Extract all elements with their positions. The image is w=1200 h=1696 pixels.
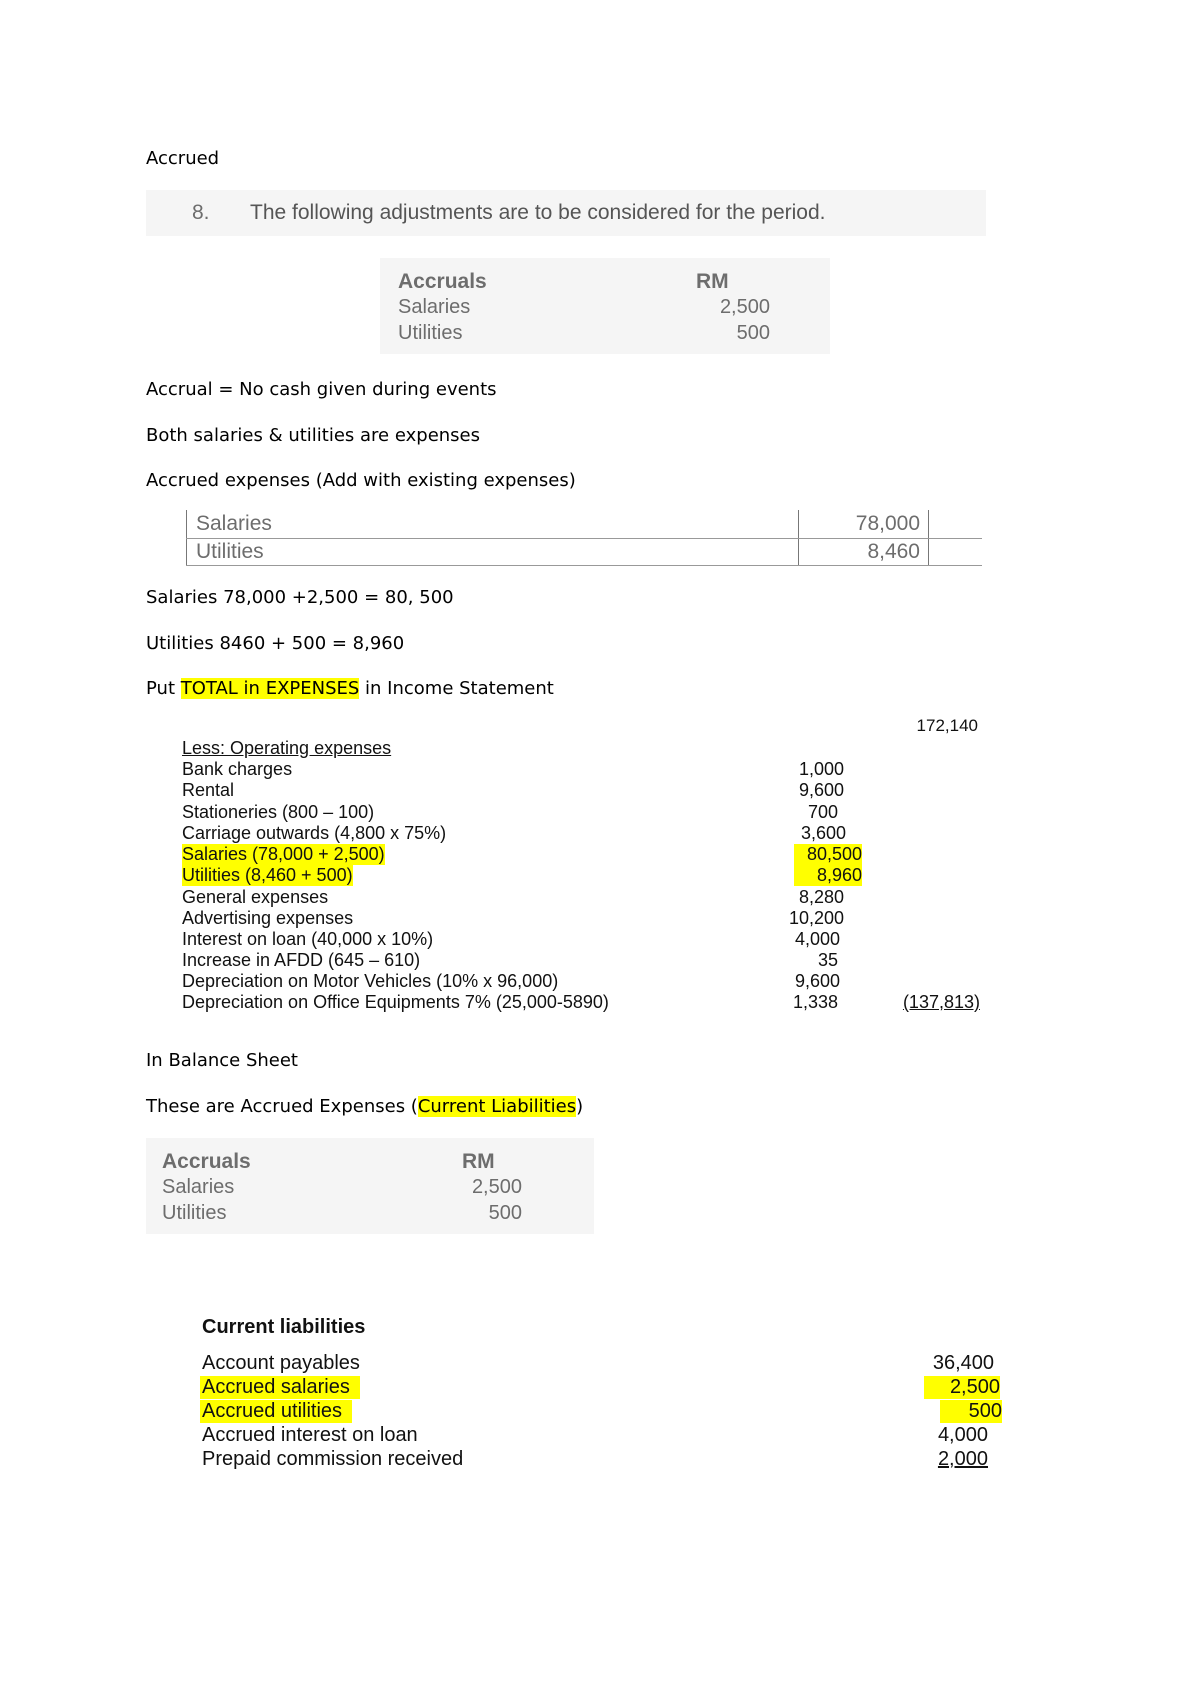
expense-value: 3,600 (800, 823, 846, 843)
expense-label: Depreciation on Motor Vehicles (10% x 96,000) (182, 971, 559, 991)
operating-expenses-heading: Less: Operating expenses (182, 738, 392, 758)
accrued-liabilities-before: These are Accrued Expenses ( (146, 1096, 418, 1117)
existing-expense-value: 8,460 (867, 540, 920, 563)
note-both-expenses: Both salaries & utilities are expenses (146, 425, 481, 446)
accruals-row-value: 500 (488, 1202, 522, 1224)
expense-value: 8,280 (798, 887, 844, 907)
accruals-currency: RM (696, 270, 729, 293)
put-total-before: Put (146, 678, 181, 699)
expense-label: Advertising expenses (182, 908, 354, 928)
expense-value-highlighted: 8,960 (794, 865, 862, 886)
put-total-note (146, 678, 554, 699)
put-total-after: in Income Statement (359, 678, 554, 699)
current-liabilities-snippet (200, 1310, 1020, 1490)
accrued-liabilities-note (146, 1096, 583, 1117)
expense-value: 9,600 (794, 971, 840, 991)
calc-utilities: Utilities 8460 + 500 = 8,960 (146, 633, 405, 654)
liability-value: 4,000 (937, 1424, 988, 1446)
liability-label: Prepaid commission received (202, 1448, 464, 1470)
expense-label: Increase in AFDD (645 – 610) (182, 950, 421, 970)
accruals-row-label: Utilities (398, 322, 463, 344)
existing-expense-label: Salaries (196, 512, 272, 535)
expense-label: Depreciation on Office Equipments 7% (25,000-5890) (182, 992, 609, 1012)
existing-expense-label: Utilities (196, 540, 264, 563)
table-row-divider (186, 565, 982, 566)
accrued-liabilities-highlight: Current Liabilities (417, 1096, 577, 1117)
liability-label-highlighted: Accrued salaries (200, 1376, 360, 1399)
liability-label: Account payables (202, 1352, 360, 1374)
expense-label: Carriage outwards (4,800 x 75%) (182, 823, 447, 843)
current-liabilities-heading: Current liabilities (202, 1316, 366, 1338)
expense-label-highlighted: Salaries (78,000 + 2,500) (182, 844, 385, 864)
expense-label: Rental (182, 780, 235, 800)
accruals-row-label: Utilities (162, 1202, 227, 1224)
accruals-row-label: Salaries (162, 1176, 235, 1198)
question-text: The following adjustments are to be considered for the period. (250, 201, 826, 224)
liability-value: 2,000 (937, 1448, 988, 1470)
expense-value: 9,600 (798, 780, 844, 800)
carried-total: 172,140 (916, 716, 978, 735)
balance-sheet-note: In Balance Sheet (146, 1050, 298, 1071)
expense-label: General expenses (182, 887, 329, 907)
expense-label: Interest on loan (40,000 x 10%) (182, 929, 434, 949)
table-row-divider (186, 538, 982, 539)
expense-label: Stationeries (800 – 100) (182, 802, 375, 822)
accruals-row-value: 500 (736, 322, 770, 344)
accruals-row-value: 2,500 (471, 1176, 522, 1198)
accruals-title: Accruals (162, 1150, 251, 1173)
expense-value: 1,338 (792, 992, 838, 1012)
accrued-liabilities-after: ) (576, 1096, 584, 1117)
operating-expenses-total: (137,813) (902, 992, 980, 1012)
accruals-table (380, 258, 830, 354)
accruals-title: Accruals (398, 270, 487, 293)
put-total-highlight: TOTAL in EXPENSES (180, 678, 360, 699)
accruals-row-value: 2,500 (719, 296, 770, 318)
question-number: 8. (192, 201, 210, 224)
existing-expense-value: 78,000 (855, 512, 920, 535)
liability-label: Accrued interest on loan (202, 1424, 418, 1446)
expense-value: 4,000 (794, 929, 840, 949)
note-accrued-expenses: Accrued expenses (Add with existing expenses) (146, 470, 576, 491)
liability-label-highlighted: Accrued utilities (200, 1400, 352, 1423)
note-accrual-definition: Accrual = No cash given during events (146, 379, 497, 400)
expense-value: 10,200 (788, 908, 844, 928)
income-statement-snippet (182, 712, 1012, 1024)
accruals-currency: RM (462, 1150, 495, 1173)
expense-value-highlighted: 80,500 (794, 844, 862, 865)
accruals-table (146, 1138, 594, 1234)
expense-label-highlighted: Utilities (8,460 + 500) (182, 865, 353, 885)
question-snapshot (146, 190, 986, 236)
accruals-row-label: Salaries (398, 296, 471, 318)
expense-value: 35 (817, 950, 838, 970)
calc-salaries: Salaries 78,000 +2,500 = 80, 500 (146, 587, 454, 608)
expense-label: Bank charges (182, 759, 293, 779)
expense-value: 700 (807, 802, 838, 822)
liability-value-highlighted: 500 (940, 1400, 1002, 1423)
expense-value: 1,000 (798, 759, 844, 779)
existing-expenses-table (186, 510, 982, 567)
liability-value-highlighted: 2,500 (924, 1376, 1000, 1399)
page-heading: Accrued (146, 148, 220, 169)
liability-value: 36,400 (932, 1352, 994, 1374)
